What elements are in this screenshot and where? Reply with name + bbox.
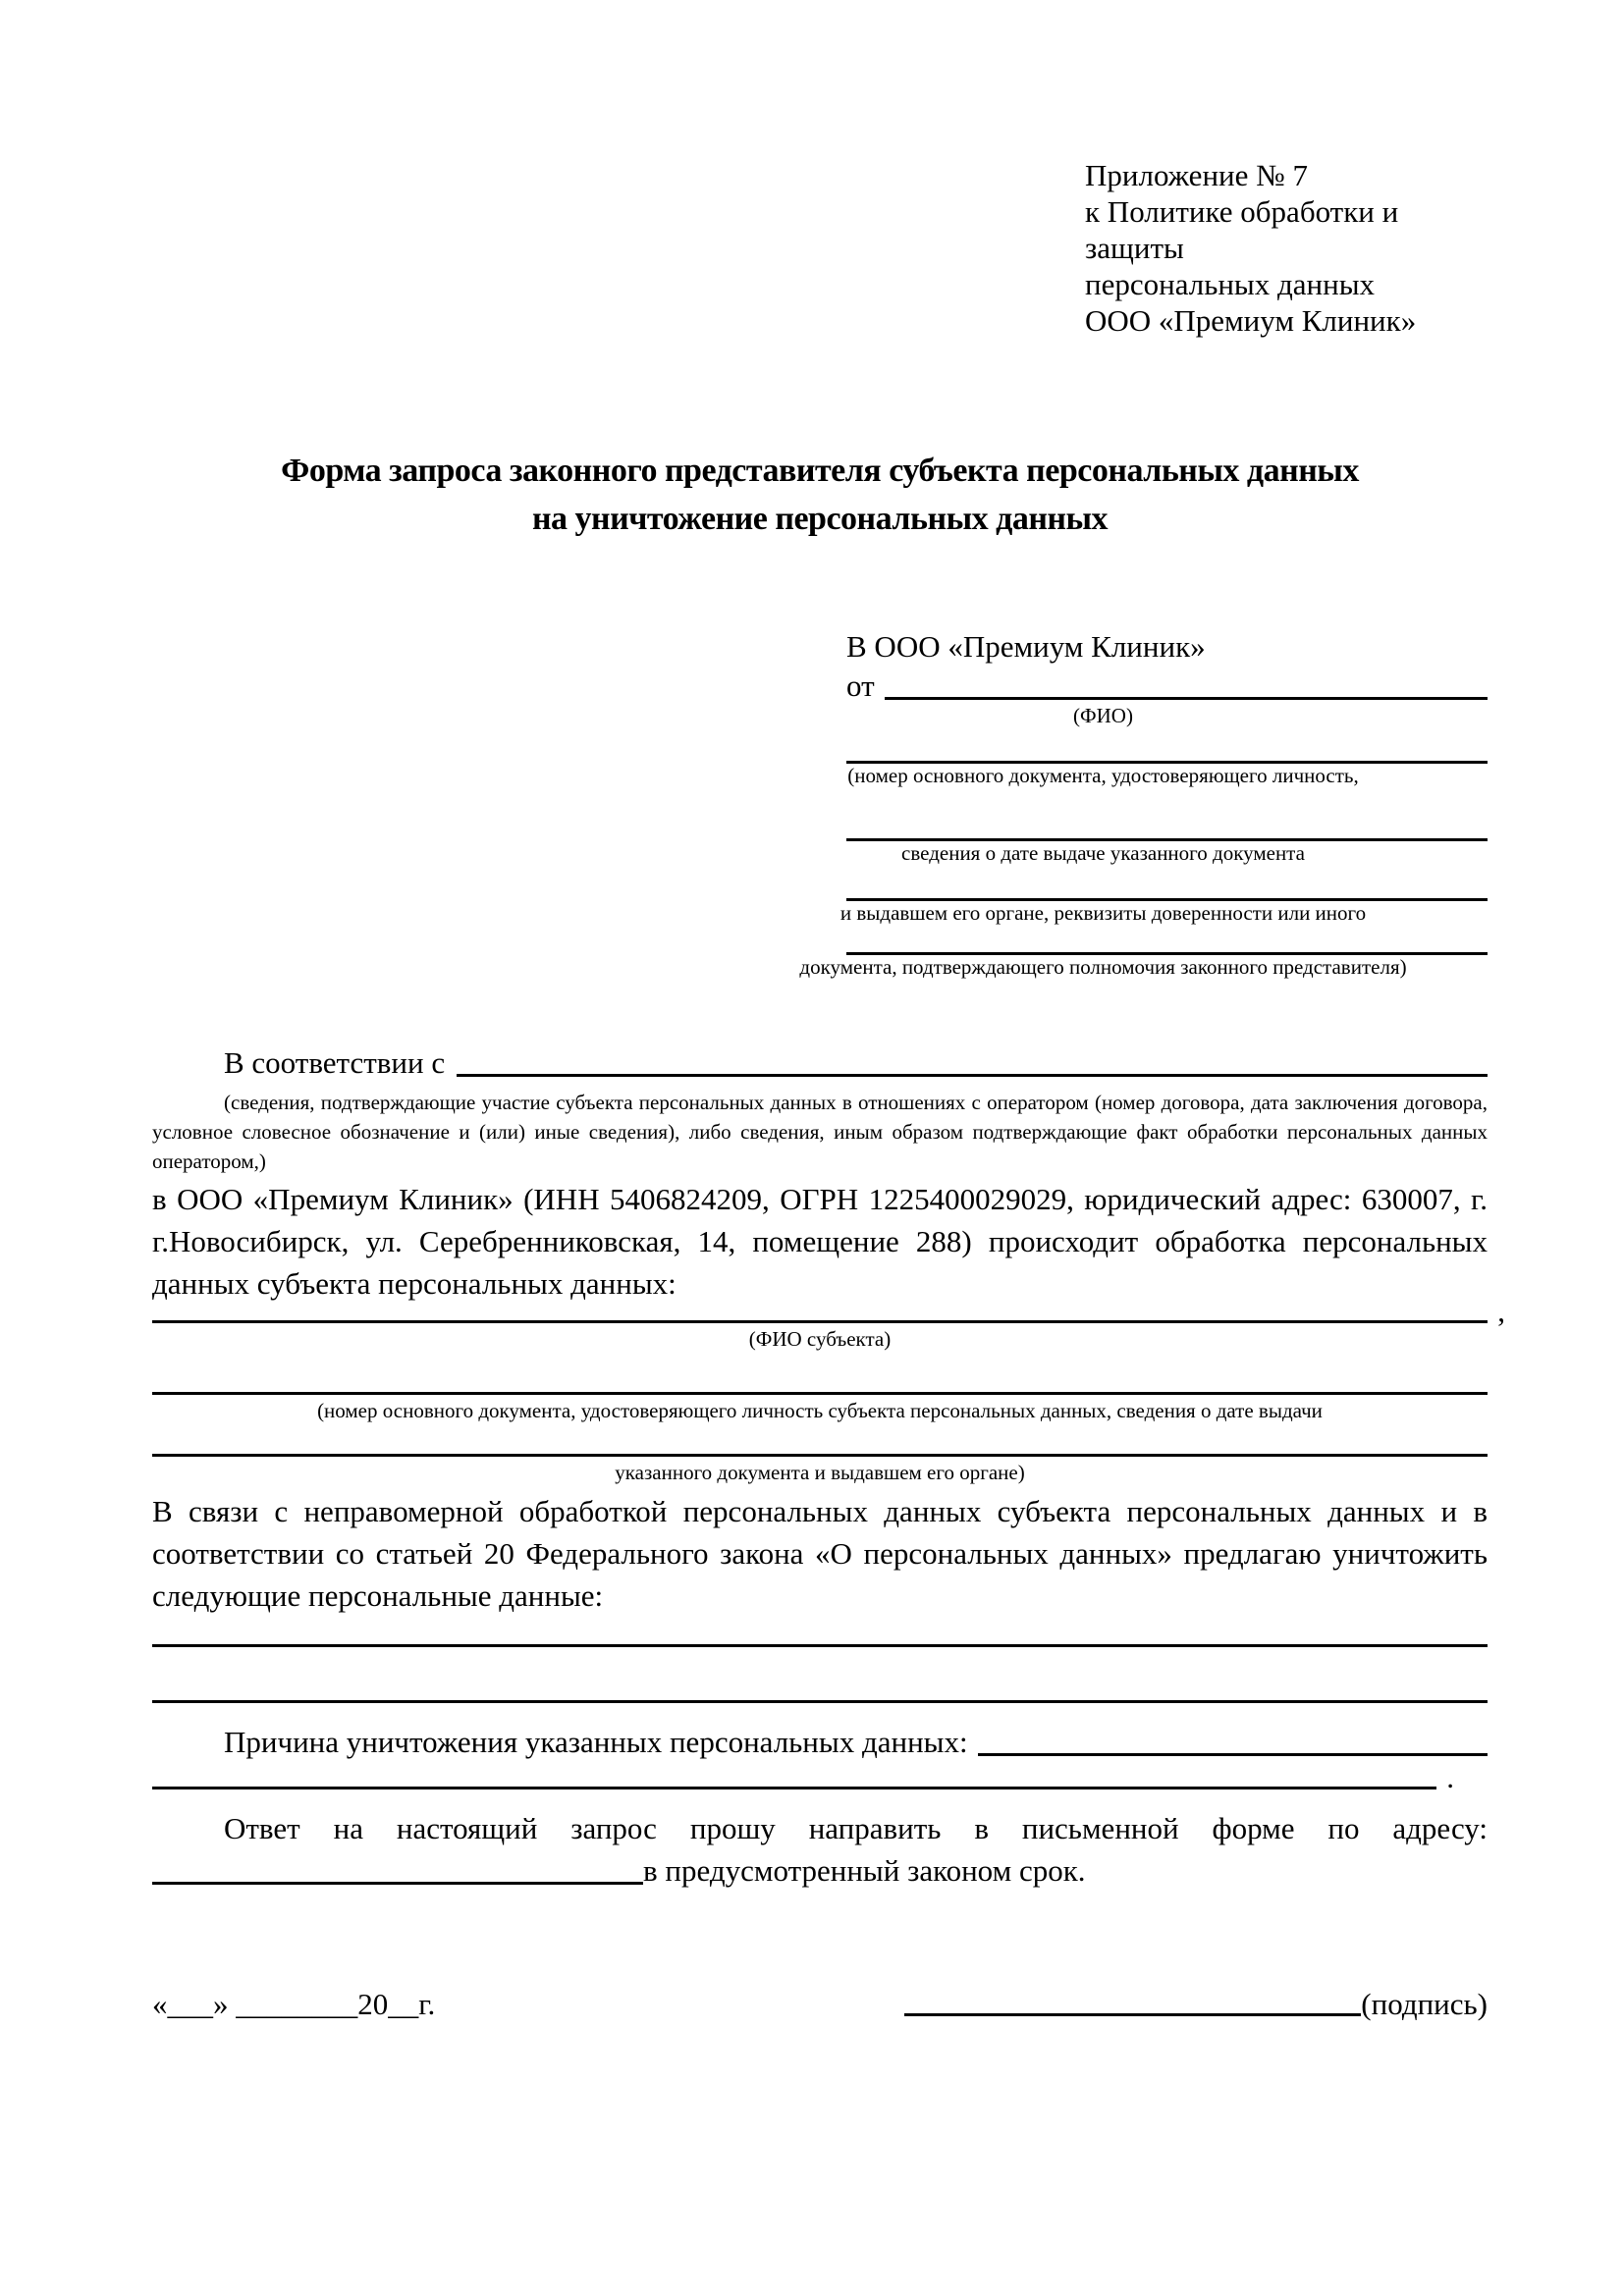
id-doc-group-3 xyxy=(839,898,1488,925)
addressee-block xyxy=(799,629,1488,979)
answer-paragraph: Ответ на настоящий запрос прошу направить в письменной форме по адресу: xyxy=(224,1811,1488,1845)
subject-fio-caption: (ФИО субъекта) xyxy=(748,1327,892,1351)
id-doc-caption-3: и выдавшем его органе, реквизиты доверенности или иного xyxy=(839,901,1367,925)
accordance-lead: В соответствии с xyxy=(224,1045,446,1080)
appendix-header xyxy=(1085,157,1488,339)
subject-doc-fill-line-2 xyxy=(152,1454,1488,1457)
accordance-row xyxy=(152,1041,1488,1084)
demand-paragraph: В связи с неправомерной обработкой персональных данных субъекта персональных данных и в соответствии со статьей 20 Федерального закона «О персональных данных» предлагаю уничтожить следующие персональные данные: xyxy=(152,1494,1488,1613)
data-fill-line-1 xyxy=(152,1644,1488,1647)
subject-doc-caption-2: указанного документа и выдавшем его органе) xyxy=(615,1461,1025,1484)
operator-paragraph: в ООО «Премиум Клиник» (ИНН 5406824209, ОГРН 1225400029029, юридический адрес: 630007, г. г.Новосибирск, ул. Серебренниковская, 14, помещение 288) происходит обработка персональных данных субъекта персональных данных: xyxy=(152,1182,1488,1301)
id-doc-caption-1: (номер основного документа, удостоверяющего личность, xyxy=(847,764,1359,787)
form-title-line-2: на уничтожение персональных данных xyxy=(531,501,1109,537)
trailing-period: . xyxy=(1446,1760,1454,1794)
accordance-fill-line xyxy=(457,1074,1488,1077)
id-doc-group-2 xyxy=(846,838,1488,865)
form-title xyxy=(152,447,1488,543)
answer-tail-row xyxy=(152,1849,1488,1892)
addressee-org: В ООО «Премиум Клиник» xyxy=(846,629,1206,664)
from-label: от xyxy=(846,668,875,703)
subject-doc-caption-1: (номер основного документа, удостоверяющего личность субъекта персональных данных, сведения о дате выдачи xyxy=(317,1399,1323,1422)
fio-fill-line xyxy=(885,697,1488,700)
data-fill-line-2 xyxy=(152,1700,1488,1703)
appendix-line-3: персональных данных xyxy=(1085,267,1376,301)
from-row xyxy=(846,668,1488,704)
fio-caption: (ФИО) xyxy=(1073,704,1133,727)
reason-fill-line-1 xyxy=(978,1753,1488,1756)
appendix-line-4: ООО «Премиум Клиник» xyxy=(1085,303,1417,338)
reason-label: Причина уничтожения указанных персональных данных: xyxy=(224,1725,968,1759)
id-doc-caption-4: документа, подтверждающего полномочия законного представителя) xyxy=(799,955,1407,979)
reason-fill-line-2 xyxy=(152,1760,1454,1794)
address-fill-line xyxy=(152,1882,643,1885)
date-blank: «___» ________20__г. xyxy=(152,1987,436,2021)
answer-tail: в предусмотренный законом срок. xyxy=(643,1853,1086,1888)
id-doc-caption-2: сведения о дате выдаче указанного документа xyxy=(901,841,1305,865)
subject-doc-fill-line-1 xyxy=(152,1392,1488,1395)
subject-fio-fill-line xyxy=(152,1294,1505,1328)
id-doc-group-4 xyxy=(799,952,1488,979)
signature-fill-line xyxy=(904,2013,1361,2016)
signature-caption: (подпись) xyxy=(1361,1987,1488,2021)
trailing-comma: , xyxy=(1497,1294,1505,1328)
id-doc-group-1 xyxy=(846,761,1488,787)
accordance-note: (сведения, подтверждающие участие субъекта персональных данных в отношениях с оператором (номер договора, дата заключения договора, условное словесное обозначение и (или) иные сведения), либо сведения, иным образом подтверждающие факт обработки персональных данных оператором,) xyxy=(152,1091,1488,1173)
reason-row xyxy=(152,1721,1488,1763)
appendix-line-1: Приложение № 7 xyxy=(1085,158,1308,192)
form-title-line-1: Форма запроса законного представителя субъекта персональных данных xyxy=(281,453,1359,489)
signature-block xyxy=(904,1986,1488,2023)
appendix-line-2: к Политике обработки и защиты xyxy=(1085,194,1399,265)
footer-row xyxy=(152,1986,1488,2023)
